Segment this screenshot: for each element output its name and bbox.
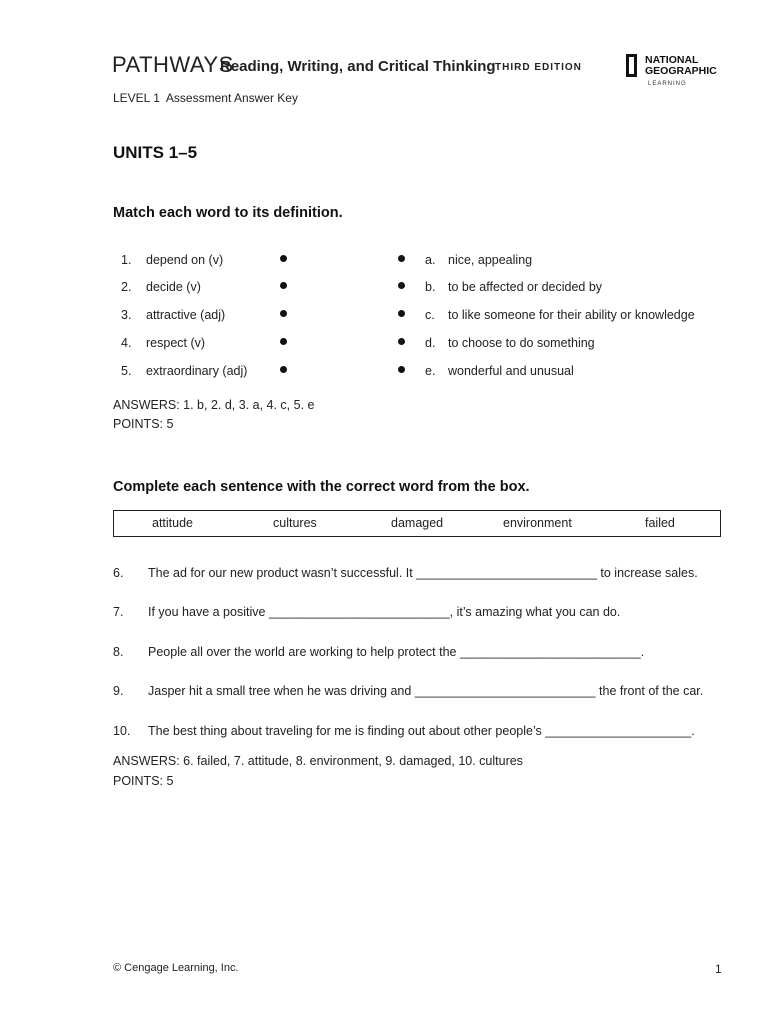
units-title: UNITS 1–5	[113, 143, 198, 162]
match-dot-right[interactable]	[398, 255, 405, 262]
definition-text: to choose to do something	[448, 336, 595, 350]
level-label: LEVEL 1 Assessment Answer Key	[113, 91, 298, 105]
sentence-text: Jasper hit a small tree when he was driving and __________________________ the front of the car.	[148, 684, 704, 698]
edition-label: THIRD EDITION	[495, 62, 582, 73]
item-number: 4.	[121, 336, 132, 350]
sentence-number: 6.	[113, 566, 124, 580]
sentence-number: 9.	[113, 684, 124, 698]
yellow-border-icon	[626, 54, 637, 77]
sentence-text: The best thing about traveling for me is finding out about other people’s _____________________.	[148, 724, 695, 738]
definition-text: nice, appealing	[448, 253, 533, 267]
logo-line-1: NATIONAL	[645, 54, 699, 66]
sentence-number: 10.	[113, 724, 131, 738]
item-number: 5.	[121, 364, 132, 378]
item-word: attractive (adj)	[146, 308, 226, 322]
logo-sub: LEARNING	[648, 81, 687, 87]
definition-text: to like someone for their ability or knowledge	[448, 308, 695, 322]
sentence-text: The ad for our new product wasn’t successful. It __________________________ to increase sales.	[148, 566, 698, 580]
answers-1: ANSWERS: 1. b, 2. d, 3. a, 4. c, 5. e	[113, 398, 315, 412]
definition-letter: a.	[425, 253, 436, 267]
word-box-item: cultures	[273, 516, 317, 530]
match-dot-right[interactable]	[398, 310, 405, 317]
points-1: POINTS: 5	[113, 417, 174, 431]
item-word: extraordinary (adj)	[146, 364, 248, 378]
series-subtitle: Reading, Writing, and Critical Thinking	[220, 58, 496, 75]
sentence-number: 7.	[113, 605, 124, 619]
definition-letter: c.	[425, 308, 435, 322]
match-dot-left[interactable]	[280, 366, 287, 373]
matching-heading: Match each word to its definition.	[113, 205, 343, 221]
match-dot-left[interactable]	[280, 338, 287, 345]
match-dot-right[interactable]	[398, 282, 405, 289]
completion-heading: Complete each sentence with the correct word from the box.	[113, 479, 530, 495]
match-dot-left[interactable]	[280, 310, 287, 317]
definition-text: to be affected or decided by	[448, 280, 603, 294]
item-word: respect (v)	[146, 336, 206, 350]
definition-letter: e.	[425, 364, 436, 378]
item-word: depend on (v)	[146, 253, 224, 267]
answers-2: ANSWERS: 6. failed, 7. attitude, 8. environment, 9. damaged, 10. cultures	[113, 754, 523, 768]
word-box-item: attitude	[152, 516, 194, 530]
word-box	[113, 510, 721, 537]
word-box-item: environment	[503, 516, 572, 530]
copyright: © Cengage Learning, Inc.	[113, 962, 239, 974]
match-dot-left[interactable]	[280, 255, 287, 262]
definition-text: wonderful and unusual	[448, 364, 574, 378]
match-dot-left[interactable]	[280, 282, 287, 289]
match-dot-right[interactable]	[398, 366, 405, 373]
sentence-text: If you have a positive __________________________, it’s amazing what you can do.	[148, 605, 621, 619]
item-word: decide (v)	[146, 280, 201, 294]
national-geographic-logo	[626, 54, 718, 90]
item-number: 1.	[121, 253, 132, 267]
sentence-number: 8.	[113, 645, 124, 659]
definition-letter: b.	[425, 280, 436, 294]
item-number: 3.	[121, 308, 132, 322]
match-dot-right[interactable]	[398, 338, 405, 345]
definition-letter: d.	[425, 336, 436, 350]
word-box-item: failed	[645, 516, 675, 530]
logo-line-2: GEOGRAPHIC	[645, 65, 717, 77]
points-2: POINTS: 5	[113, 774, 174, 788]
page-number: 1	[715, 962, 722, 976]
item-number: 2.	[121, 280, 132, 294]
sentence-text: People all over the world are working to help protect the __________________________.	[148, 645, 645, 659]
word-box-item: damaged	[391, 516, 444, 530]
brand-title: PATHWAYS	[112, 52, 234, 77]
